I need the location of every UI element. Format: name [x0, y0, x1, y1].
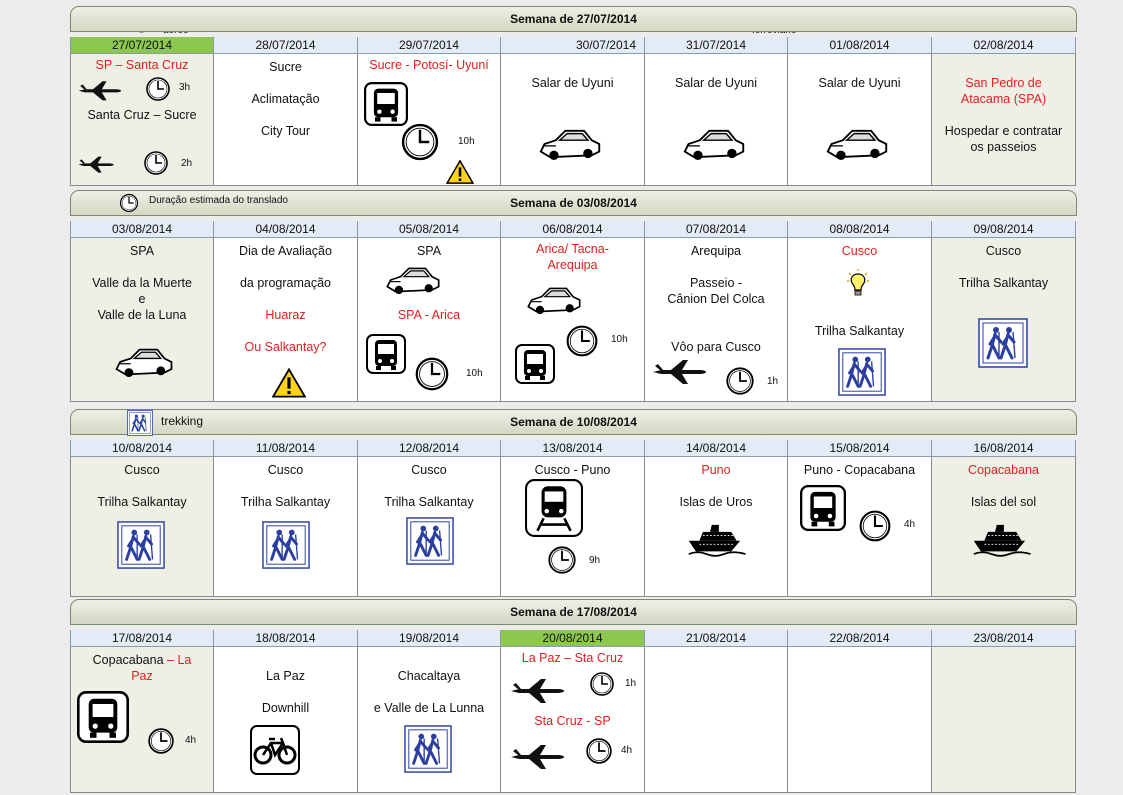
car-icon [525, 282, 583, 318]
activity-text: Aclimatação [251, 92, 320, 106]
duration-text: 4h [621, 745, 633, 756]
bus-icon [366, 334, 406, 374]
place-text: Salar de Uyuni [675, 76, 757, 90]
bus-icon [364, 82, 408, 126]
day-cell [357, 54, 501, 186]
bus-icon [800, 485, 846, 531]
day-cell [644, 238, 788, 402]
duration-text: 1h [625, 678, 637, 689]
duration-text: 10h [466, 368, 483, 379]
day-cell [500, 238, 645, 402]
place-text: Cusco [841, 244, 878, 258]
route-text: Ou Salkantay? [244, 340, 327, 354]
legend-duration: Duração estimada do translado [149, 195, 288, 206]
date-cell: 05/08/2014 [357, 221, 501, 238]
hiking-icon [406, 517, 454, 565]
clock-icon [565, 324, 599, 358]
place-text: Arequipa [690, 244, 742, 258]
duration-text: 10h [458, 136, 475, 147]
day-cells [70, 238, 1076, 402]
route-text: SP – Santa Cruz [95, 58, 189, 72]
date-cell: 17/08/2014 [70, 630, 214, 647]
airplane-icon [77, 154, 117, 174]
date-cell: 13/08/2014 [500, 440, 645, 457]
clock-icon [858, 509, 892, 543]
clock-icon [547, 545, 577, 575]
day-cell [70, 647, 214, 793]
car-icon [384, 262, 442, 298]
day-cell [644, 54, 788, 186]
date-row [70, 221, 1076, 238]
duration-text: 4h [904, 519, 916, 530]
day-cell [931, 54, 1076, 186]
bus-icon [515, 344, 555, 384]
date-row [70, 630, 1076, 647]
activity-text: Trilha Salkantay [384, 495, 474, 509]
hiking-icon [978, 318, 1028, 368]
week-title: Semana de 10/08/2014 [510, 415, 637, 429]
route-separator: – [163, 653, 178, 667]
date-cell: 03/08/2014 [70, 221, 214, 238]
activity-text: e Valle de La Lunna [373, 701, 485, 715]
bicycle-icon [250, 725, 300, 775]
date-cell: 21/08/2014 [644, 630, 788, 647]
ship-icon [972, 519, 1034, 559]
airplane-icon [77, 78, 125, 102]
date-cell: 20/08/2014 [500, 630, 645, 647]
route-text: Atacama (SPA) [960, 92, 1047, 106]
day-cell [644, 457, 788, 597]
activity-text: Trilha Salkantay [814, 324, 905, 338]
date-cell: 15/08/2014 [787, 440, 932, 457]
route-text: La Paz – Sta Cruz [521, 651, 624, 665]
date-cell: 27/07/2014 [70, 37, 214, 54]
airplane-icon [509, 741, 569, 771]
activity-text: Downhill [261, 701, 310, 715]
car-icon [113, 343, 175, 381]
day-cell [931, 238, 1076, 402]
day-cell [213, 54, 358, 186]
day-cell [931, 647, 1076, 793]
warning-icon [272, 368, 306, 398]
place-text: Cusco [985, 244, 1022, 258]
day-cells [70, 54, 1076, 186]
day-cell [787, 457, 932, 597]
activity-text: Passeio - [689, 276, 743, 290]
legend-trekking: trekking [161, 414, 204, 428]
route-text: Sta Cruz - SP [534, 714, 611, 728]
hiking-icon [838, 348, 886, 396]
date-cell: 10/08/2014 [70, 440, 214, 457]
activity-text: City Tour [260, 124, 311, 138]
route-text: Puno - Copacabana [803, 463, 916, 477]
week-title: Semana de 03/08/2014 [510, 196, 637, 210]
day-cell [70, 238, 214, 402]
day-cell [500, 457, 645, 597]
day-cell [213, 238, 358, 402]
date-cell: 14/08/2014 [644, 440, 788, 457]
day-cell [787, 238, 932, 402]
day-cell [787, 647, 932, 793]
route-text: Arica/ Tacna- [536, 242, 609, 256]
day-cell [213, 457, 358, 597]
place-text: Sucre [269, 60, 302, 74]
route-origin: Copacabana [92, 653, 164, 667]
date-cell: 18/08/2014 [213, 630, 358, 647]
date-cell: 06/08/2014 [500, 221, 645, 238]
week-header [70, 6, 1077, 32]
activity-text: Dia de Avaliação [239, 244, 332, 258]
place-text: Salar de Uyuni [531, 76, 614, 90]
place-text: Salar de Uyuni [818, 76, 901, 90]
week-title: Semana de 27/07/2014 [510, 12, 637, 26]
place-text: Cusco [267, 463, 304, 477]
route-text [71, 652, 213, 668]
place-text: Cusco [124, 463, 160, 477]
day-cell [787, 54, 932, 186]
week-header [70, 599, 1077, 625]
activity-text: Valle da la Muerte [92, 276, 192, 290]
day-cell [500, 54, 645, 186]
airplane-icon [509, 675, 569, 705]
clock-icon [147, 727, 175, 755]
place-text: Copacabana [968, 463, 1039, 477]
date-cell: 30/07/2014 [500, 37, 645, 54]
activity-text: Trilha Salkantay [240, 495, 331, 509]
activity-text: da programação [239, 276, 332, 290]
date-cell: 04/08/2014 [213, 221, 358, 238]
day-cell [70, 54, 214, 186]
activity-text: os passeios [970, 140, 1037, 154]
train-icon [525, 479, 583, 537]
week-header [70, 190, 1077, 216]
clock-icon [145, 76, 171, 102]
activity-text: Vôo para Cusco [671, 340, 761, 354]
day-cells [70, 647, 1076, 793]
route-text: Cusco - Puno [534, 463, 611, 477]
hiking-icon [262, 521, 310, 569]
activity-text: Trilha Salkantay [97, 495, 187, 509]
route-destination: La [177, 653, 192, 667]
date-cell: 16/08/2014 [931, 440, 1076, 457]
day-cell [357, 238, 501, 402]
day-cell [644, 647, 788, 793]
date-row [70, 37, 1076, 54]
duration-text: 10h [611, 334, 628, 345]
route-text: Huaraz [265, 308, 306, 322]
hiking-icon [404, 725, 452, 773]
airplane-icon [651, 356, 711, 386]
date-cell: 23/08/2014 [931, 630, 1076, 647]
day-cells [70, 457, 1076, 597]
duration-text: 3h [179, 82, 191, 93]
day-cell [931, 457, 1076, 597]
activity-text: Islas del sol [970, 495, 1037, 509]
car-icon [824, 124, 890, 164]
hiking-icon [117, 521, 165, 569]
date-cell: 11/08/2014 [213, 440, 358, 457]
date-cell: 02/08/2014 [931, 37, 1076, 54]
lightbulb-icon [846, 268, 870, 298]
activity-text: Islas de Uros [679, 495, 753, 509]
activity-text: e [138, 292, 146, 306]
day-cell [70, 457, 214, 597]
warning-icon [446, 160, 474, 184]
date-cell: 31/07/2014 [644, 37, 788, 54]
week-header [70, 409, 1077, 435]
place-text: SPA [129, 244, 155, 258]
ship-icon [687, 519, 749, 559]
bus-icon [77, 691, 129, 743]
duration-text: 4h [185, 735, 197, 746]
date-cell: 22/08/2014 [787, 630, 932, 647]
day-cell [357, 457, 501, 597]
route-text: Paz [131, 669, 153, 683]
duration-text: 9h [589, 555, 601, 566]
place-text: SPA [416, 244, 442, 258]
date-cell: 09/08/2014 [931, 221, 1076, 238]
date-cell: 19/08/2014 [357, 630, 501, 647]
car-icon [681, 124, 747, 164]
activity-text: Cânion Del Colca [667, 292, 765, 306]
day-cell [357, 647, 501, 793]
day-cell [213, 647, 358, 793]
route-text: Sucre - Potosí- Uyuní [369, 58, 489, 72]
place-text: La Paz [266, 669, 305, 683]
date-cell: 08/08/2014 [787, 221, 932, 238]
date-cell: 12/08/2014 [357, 440, 501, 457]
clock-icon [725, 366, 755, 396]
route-text: Santa Cruz – Sucre [87, 108, 197, 122]
activity-text: Valle de la Luna [97, 308, 187, 322]
route-text: San Pedro de [965, 76, 1042, 90]
place-text: Cusco [411, 463, 447, 477]
clock-icon [143, 150, 169, 176]
week-title: Semana de 17/08/2014 [510, 605, 637, 619]
activity-text: Trilha Salkantay [958, 276, 1049, 290]
date-cell: 01/08/2014 [787, 37, 932, 54]
date-row [70, 440, 1076, 457]
clock-icon [585, 737, 613, 765]
place-text: Puno [701, 463, 731, 477]
clock-icon [589, 671, 615, 697]
date-cell: 07/08/2014 [644, 221, 788, 238]
duration-text: 1h [767, 376, 779, 387]
car-icon [537, 124, 603, 164]
date-cell: 29/07/2014 [357, 37, 501, 54]
day-cell [500, 647, 645, 793]
route-text: Arequipa [547, 258, 598, 272]
place-text: Chacaltaya [397, 669, 461, 683]
date-cell: 28/07/2014 [213, 37, 358, 54]
route-text: SPA - Arica [397, 308, 461, 322]
duration-text: 2h [181, 158, 193, 169]
clock-icon [400, 122, 440, 162]
clock-icon [414, 356, 450, 392]
activity-text: Hospedar e contratar [944, 124, 1063, 138]
